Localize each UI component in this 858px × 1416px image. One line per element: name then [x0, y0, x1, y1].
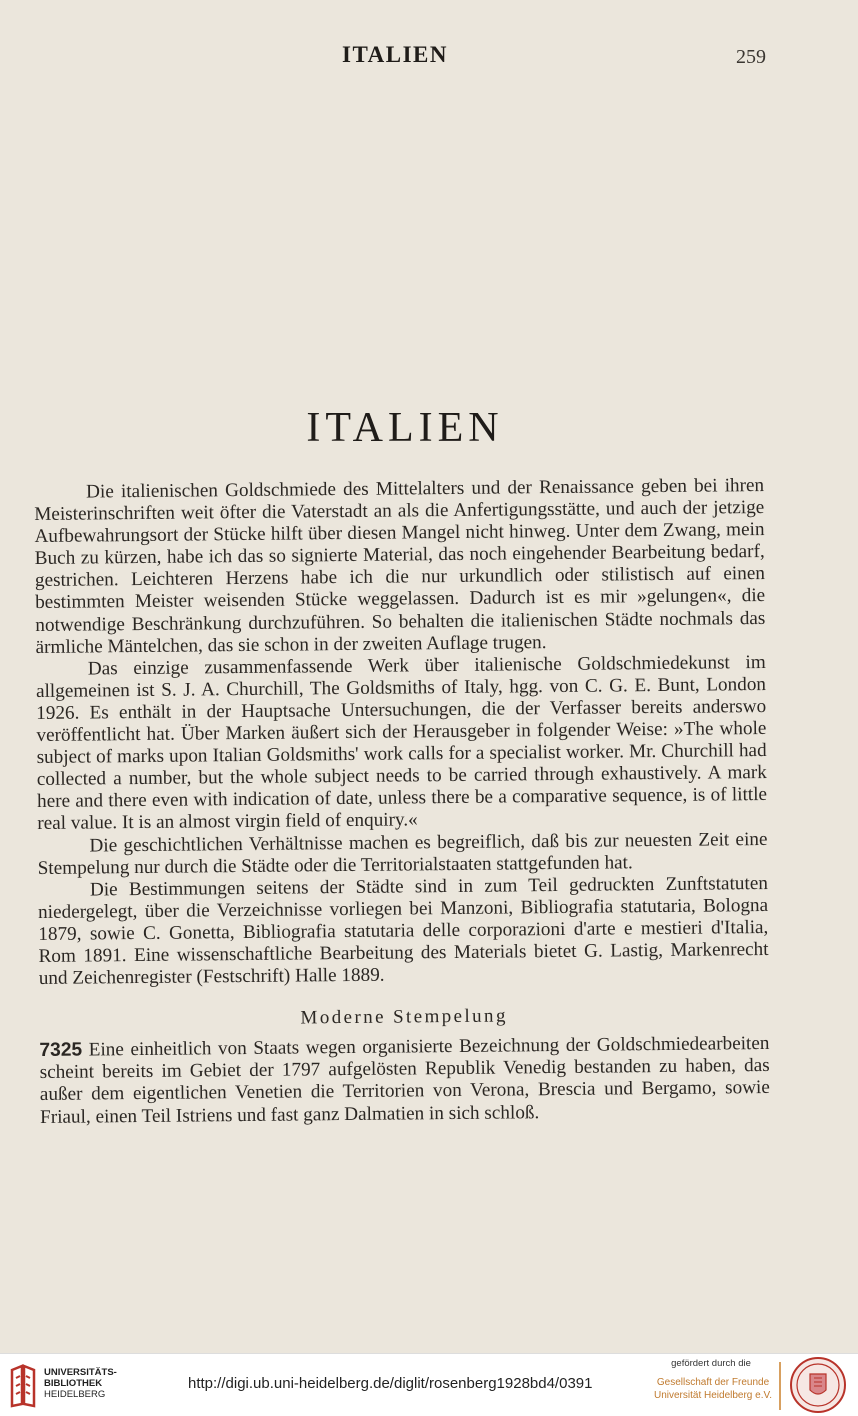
library-name-line-1: UNIVERSITÄTS- — [44, 1367, 117, 1378]
university-seal-icon — [788, 1356, 848, 1414]
permalink-url[interactable]: http://digi.ub.uni-heidelberg.de/diglit/rosenberg1928bd4/0391 — [188, 1375, 593, 1392]
library-name-line-3: HEIDELBERG — [44, 1389, 106, 1400]
paragraph-1: Die italienischen Goldschmiede des Mittelalters und der Renaissance geben bei ihren Meisterinschriften weit öfter die Vaterstadt an als die Anfertigungsstätte, und auch der jetzige Aufbewahrungsort der Stücke hilft über diesen Mangel nicht hinweg. Unter dem Zwang, mein Buch zu kürzen, habe ich das so signierte Material, das noch eingehender Bearbeitung bedarf, gestrichen. Leichteren Herzens habe ich die nur urkundlich oder stilistisch auf einen bestimmten Meister weisenden Stücke weggelassen. Dadurch ist es mir »gelungen«, die notwendige Beschränkung durchzuführen. So behalten die italienischen Städte nochmals das ärmliche Mäntelchen, das sie schon in der zweiten Auflage trugen. — [34, 474, 766, 658]
paragraph-4: Die Bestimmungen seitens der Städte sind in zum Teil gedruckten Zunftstatuten niedergelegt, über die Verzeichnisse vorliegen bei Manzoni, Bibliografia statutaria, Bologna 1879, sowie C. Gonetta, Bibliografia statutaria delle corporazioni d'arte e mestieri d'Italia, Rom 1891. Eine wissenschaftliche Bearbeitung des Materials bietet G. Lastig, Markenrecht und Zeichenregister (Festschrift) Halle 1889. — [38, 872, 769, 990]
chapter-title: ITALIEN — [306, 405, 504, 451]
library-name — [44, 1367, 117, 1400]
footer-bar — [0, 1353, 858, 1416]
university-library-logo-icon — [8, 1364, 38, 1408]
sponsor-divider — [779, 1362, 781, 1410]
sponsor-name-line-2: Universität Heidelberg e.V. — [653, 1390, 773, 1401]
page-number: 259 — [736, 46, 766, 68]
entry-number: 7325 — [39, 1039, 83, 1062]
body-text — [34, 475, 770, 1129]
entry-text: Eine einheitlich von Staats wegen organisierte Bezeichnung der Goldschmiedearbeiten scheint bereits im Gebiet der 1797 aufgelösten Republik Venedig bestanden zu haben, das außer dem eigentlichen Venetien die Territorien von Verona, Brescia und Bergamo, sowie Friaul, einen Teil Istriens und fast ganz Dalmatien in sich schloß. — [39, 1033, 770, 1128]
library-name-line-2: BIBLIOTHEK — [44, 1378, 103, 1389]
sponsor-name-line-1: Gesellschaft der Freunde — [656, 1377, 770, 1388]
running-title: ITALIEN — [342, 42, 448, 67]
section-heading: Moderne Stempelung — [300, 1005, 508, 1029]
running-head — [0, 42, 858, 76]
paragraph-3: Die geschichtlichen Verhältnisse machen es begreiflich, daß bis zur neuesten Zeit eine Stempelung nur durch die Städte oder die Territorialstaaten stattgefunden hat. — [37, 828, 768, 879]
sponsor-name — [650, 1376, 776, 1402]
catalog-entry — [39, 1033, 770, 1128]
paragraph-2: Das einzige zusammenfassende Werk über italienische Goldschmiedekunst im allgemeinen ist S. J. A. Churchill, The Goldsmiths of Italy, hgg. von C. G. E. Bunt, London 1926. Es enthält in der Hauptsache Untersuchungen, die der Verfasser bereits anderswo veröffentlicht hat. Über Marken äußert sich der Herausgeber in folgender Weise: »The whole subject of marks upon Italian Goldsmiths' work calls for a specialist worker. Mr. Churchill had collected a number, but the whole subject needs to be carried through exhaustively. A mark here and there even with indication of date, unless there be a comparative sequence, is of little real value. It is an almost virgin field of enquiry.« — [35, 651, 768, 835]
sponsor-label: gefördert durch die — [671, 1358, 751, 1369]
